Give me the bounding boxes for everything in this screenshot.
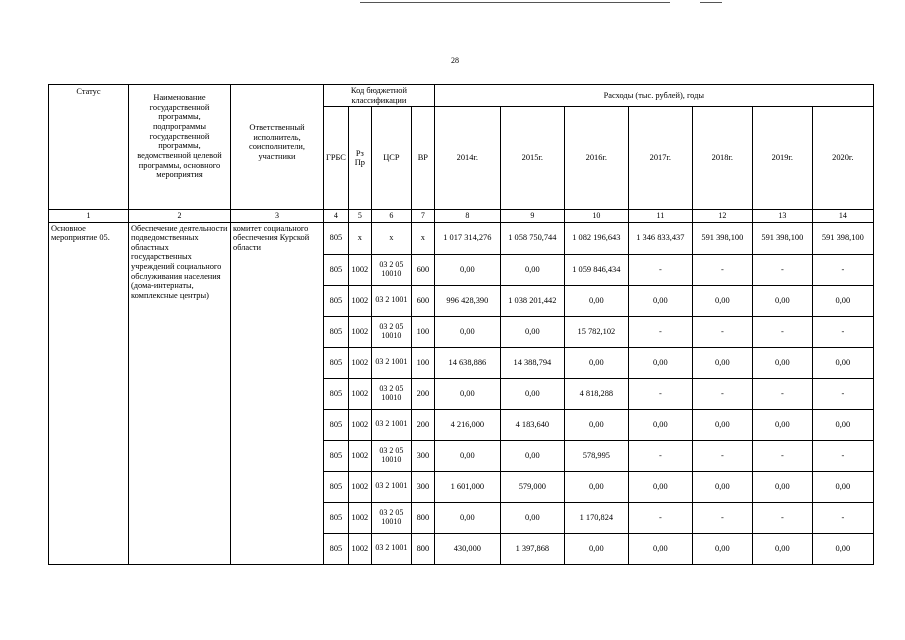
cell-grbs: 805: [324, 378, 349, 409]
cell-value: 0,00: [500, 254, 564, 285]
cell-value: 0,00: [628, 471, 692, 502]
cell-value: 0,00: [692, 533, 752, 564]
cell-vr: 300: [411, 471, 434, 502]
cell-vr: 200: [411, 409, 434, 440]
cell-value: 0,00: [564, 533, 628, 564]
header-year: 2014г.: [434, 107, 500, 210]
cell-rzpr: 1002: [348, 316, 371, 347]
top-rule: [360, 2, 670, 3]
cell-vr: 100: [411, 316, 434, 347]
row-name: Обеспечение деятельности подведомственных областных государственных учреждений социального обслуживания населения (дома-интернаты, комплексные центры): [129, 222, 231, 564]
cell-value: 0,00: [628, 533, 692, 564]
cell-vr: 800: [411, 533, 434, 564]
page-number: 28: [451, 56, 459, 65]
cell-grbs: 805: [324, 471, 349, 502]
cell-vr: x: [411, 222, 434, 254]
cell-csr: x: [371, 222, 411, 254]
cell-value: 0,00: [564, 347, 628, 378]
cell-csr: 03 2 05 10010: [371, 316, 411, 347]
cell-csr: 03 2 1001: [371, 347, 411, 378]
header-year: 2016г.: [564, 107, 628, 210]
cell-grbs: 805: [324, 440, 349, 471]
cell-value: -: [752, 440, 812, 471]
column-number: 2: [129, 210, 231, 222]
column-number: 5: [348, 210, 371, 222]
cell-value: -: [812, 316, 873, 347]
column-number: 3: [231, 210, 324, 222]
cell-value: 15 782,102: [564, 316, 628, 347]
cell-value: -: [628, 316, 692, 347]
cell-value: 0,00: [692, 409, 752, 440]
cell-grbs: 805: [324, 285, 349, 316]
column-number: 11: [628, 210, 692, 222]
cell-value: -: [752, 316, 812, 347]
cell-rzpr: 1002: [348, 409, 371, 440]
cell-grbs: 805: [324, 409, 349, 440]
column-number: 9: [500, 210, 564, 222]
cell-rzpr: x: [348, 222, 371, 254]
cell-value: -: [752, 378, 812, 409]
cell-value: 0,00: [500, 502, 564, 533]
cell-value: 579,000: [500, 471, 564, 502]
cell-value: 0,00: [434, 254, 500, 285]
cell-value: 0,00: [564, 471, 628, 502]
cell-rzpr: 1002: [348, 285, 371, 316]
cell-value: 0,00: [752, 347, 812, 378]
cell-value: 0,00: [434, 440, 500, 471]
cell-value: 14 388,794: [500, 347, 564, 378]
row-status: Основное мероприятие 05.: [49, 222, 129, 564]
cell-value: 578,995: [564, 440, 628, 471]
cell-value: 0,00: [628, 409, 692, 440]
cell-value: -: [752, 502, 812, 533]
cell-vr: 800: [411, 502, 434, 533]
header-year: 2015г.: [500, 107, 564, 210]
cell-value: 4 216,000: [434, 409, 500, 440]
cell-value: 0,00: [812, 533, 873, 564]
cell-vr: 100: [411, 347, 434, 378]
cell-value: -: [812, 378, 873, 409]
cell-value: 1 397,868: [500, 533, 564, 564]
cell-value: 0,00: [564, 285, 628, 316]
column-number: 12: [692, 210, 752, 222]
cell-grbs: 805: [324, 222, 349, 254]
cell-value: 4 818,288: [564, 378, 628, 409]
cell-value: 591 398,100: [812, 222, 873, 254]
header-name: Наименование государственной программы, подпрограммы государственной программы, ведомственной целевой программы, основного мероприятия: [129, 85, 231, 210]
cell-value: 1 058 750,744: [500, 222, 564, 254]
cell-rzpr: 1002: [348, 440, 371, 471]
header-grbs: ГРБС: [324, 107, 349, 210]
cell-value: -: [812, 502, 873, 533]
column-number: 13: [752, 210, 812, 222]
cell-value: 0,00: [434, 502, 500, 533]
cell-rzpr: 1002: [348, 347, 371, 378]
cell-value: 0,00: [434, 316, 500, 347]
cell-value: 0,00: [692, 285, 752, 316]
column-number: 4: [324, 210, 349, 222]
cell-value: 0,00: [752, 471, 812, 502]
cell-vr: 600: [411, 285, 434, 316]
cell-value: 0,00: [500, 378, 564, 409]
cell-rzpr: 1002: [348, 533, 371, 564]
cell-value: -: [692, 440, 752, 471]
cell-value: 0,00: [500, 316, 564, 347]
cell-value: 591 398,100: [752, 222, 812, 254]
cell-value: 0,00: [812, 471, 873, 502]
column-number: 1: [49, 210, 129, 222]
column-number: 7: [411, 210, 434, 222]
cell-value: 1 017 314,276: [434, 222, 500, 254]
cell-value: 0,00: [752, 409, 812, 440]
cell-value: 1 601,000: [434, 471, 500, 502]
cell-csr: 03 2 1001: [371, 533, 411, 564]
cell-csr: 03 2 05 10010: [371, 378, 411, 409]
cell-csr: 03 2 1001: [371, 471, 411, 502]
cell-value: -: [692, 502, 752, 533]
cell-value: 996 428,390: [434, 285, 500, 316]
cell-value: 0,00: [628, 347, 692, 378]
cell-value: -: [628, 254, 692, 285]
cell-csr: 03 2 05 10010: [371, 440, 411, 471]
cell-value: -: [692, 378, 752, 409]
cell-value: 1 170,824: [564, 502, 628, 533]
header-csr: ЦСР: [371, 107, 411, 210]
cell-value: 0,00: [692, 471, 752, 502]
header-responsible: Ответственный исполнитель, соисполнители, участники: [231, 85, 324, 210]
cell-csr: 03 2 1001: [371, 409, 411, 440]
cell-value: 1 059 846,434: [564, 254, 628, 285]
cell-vr: 300: [411, 440, 434, 471]
table-row: [49, 222, 874, 254]
cell-value: 0,00: [812, 285, 873, 316]
cell-csr: 03 2 05 10010: [371, 502, 411, 533]
cell-value: -: [692, 254, 752, 285]
cell-value: -: [628, 440, 692, 471]
cell-value: -: [812, 254, 873, 285]
cell-value: 0,00: [812, 347, 873, 378]
cell-value: 0,00: [692, 347, 752, 378]
cell-grbs: 805: [324, 316, 349, 347]
cell-grbs: 805: [324, 533, 349, 564]
cell-grbs: 805: [324, 502, 349, 533]
cell-rzpr: 1002: [348, 502, 371, 533]
header-budget-code: Код бюджетной классификации: [324, 85, 435, 107]
cell-value: -: [812, 440, 873, 471]
cell-value: 430,000: [434, 533, 500, 564]
cell-grbs: 805: [324, 254, 349, 285]
top-rule-short: [700, 2, 722, 3]
header-rzpr: Рз Пр: [348, 107, 371, 210]
cell-value: -: [752, 254, 812, 285]
cell-value: -: [628, 502, 692, 533]
cell-value: 0,00: [812, 409, 873, 440]
cell-value: 0,00: [500, 440, 564, 471]
cell-vr: 200: [411, 378, 434, 409]
cell-value: 0,00: [752, 285, 812, 316]
cell-rzpr: 1002: [348, 471, 371, 502]
cell-vr: 600: [411, 254, 434, 285]
cell-value: 0,00: [628, 285, 692, 316]
cell-value: -: [628, 378, 692, 409]
header-year: 2019г.: [752, 107, 812, 210]
header-year: 2020г.: [812, 107, 873, 210]
cell-value: 1 082 196,643: [564, 222, 628, 254]
header-status: Статус: [49, 85, 129, 210]
header-vr: ВР: [411, 107, 434, 210]
column-number: 6: [371, 210, 411, 222]
header-year: 2018г.: [692, 107, 752, 210]
header-expenses: Расходы (тыс. рублей), годы: [434, 85, 873, 107]
cell-value: 1 038 201,442: [500, 285, 564, 316]
cell-value: 14 638,886: [434, 347, 500, 378]
cell-value: 4 183,640: [500, 409, 564, 440]
column-number: 10: [564, 210, 628, 222]
cell-rzpr: 1002: [348, 254, 371, 285]
row-responsible: комитет социального обеспечения Курской области: [231, 222, 324, 564]
header-year: 2017г.: [628, 107, 692, 210]
cell-value: -: [692, 316, 752, 347]
cell-value: 1 346 833,437: [628, 222, 692, 254]
cell-value: 0,00: [752, 533, 812, 564]
column-number: 14: [812, 210, 873, 222]
cell-csr: 03 2 1001: [371, 285, 411, 316]
budget-table: [48, 84, 874, 565]
cell-value: 0,00: [434, 378, 500, 409]
cell-rzpr: 1002: [348, 378, 371, 409]
cell-grbs: 805: [324, 347, 349, 378]
cell-value: 0,00: [564, 409, 628, 440]
cell-csr: 03 2 05 10010: [371, 254, 411, 285]
column-number: 8: [434, 210, 500, 222]
cell-value: 591 398,100: [692, 222, 752, 254]
